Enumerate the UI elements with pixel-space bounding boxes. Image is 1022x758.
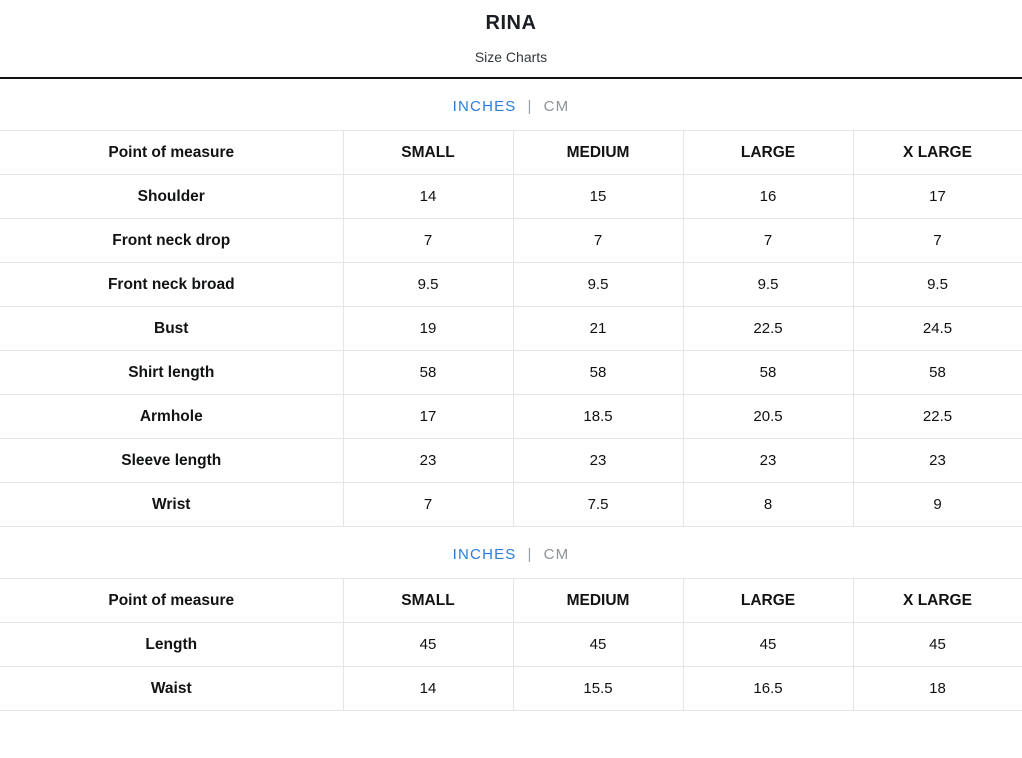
size-table-bottom — [0, 578, 1022, 711]
cell-value: 9.5 — [343, 263, 513, 307]
table-row — [0, 667, 1022, 711]
cell-value: 7 — [343, 483, 513, 527]
column-header-medium: MEDIUM — [513, 131, 683, 175]
table-row — [0, 439, 1022, 483]
cell-value: 9.5 — [513, 263, 683, 307]
table-header-row — [0, 579, 1022, 623]
row-label: Waist — [0, 667, 343, 711]
modal-header — [0, 0, 1022, 77]
column-header-small: SMALL — [343, 131, 513, 175]
unit-cm-button[interactable]: CM — [543, 546, 570, 563]
cell-value: 8 — [683, 483, 853, 527]
table-row — [0, 483, 1022, 527]
column-header-medium: MEDIUM — [513, 579, 683, 623]
row-label: Bust — [0, 307, 343, 351]
row-label: Front neck drop — [0, 219, 343, 263]
cell-value: 20.5 — [683, 395, 853, 439]
table-row — [0, 263, 1022, 307]
row-label: Shoulder — [0, 175, 343, 219]
table-row — [0, 623, 1022, 667]
cell-value: 7 — [513, 219, 683, 263]
row-label: Sleeve length — [0, 439, 343, 483]
column-header-xlarge: X LARGE — [853, 579, 1022, 623]
cell-value: 15 — [513, 175, 683, 219]
cell-value: 18 — [853, 667, 1022, 711]
column-header-large: LARGE — [683, 131, 853, 175]
row-label: Length — [0, 623, 343, 667]
unit-separator: | — [527, 98, 533, 115]
cell-value: 7 — [853, 219, 1022, 263]
cell-value: 24.5 — [853, 307, 1022, 351]
cell-value: 22.5 — [683, 307, 853, 351]
cell-value: 16.5 — [683, 667, 853, 711]
cell-value: 58 — [853, 351, 1022, 395]
cell-value: 23 — [683, 439, 853, 483]
cell-value: 23 — [343, 439, 513, 483]
cell-value: 21 — [513, 307, 683, 351]
table-row — [0, 219, 1022, 263]
table-row — [0, 175, 1022, 219]
cell-value: 7 — [343, 219, 513, 263]
cell-value: 23 — [513, 439, 683, 483]
cell-value: 14 — [343, 667, 513, 711]
column-header-xlarge: X LARGE — [853, 131, 1022, 175]
unit-toggle-1 — [0, 79, 1022, 130]
table-row — [0, 395, 1022, 439]
cell-value: 16 — [683, 175, 853, 219]
column-header-large: LARGE — [683, 579, 853, 623]
cell-value: 22.5 — [853, 395, 1022, 439]
cell-value: 17 — [853, 175, 1022, 219]
unit-inches-button[interactable]: INCHES — [452, 546, 517, 563]
page-subtitle: Size Charts — [474, 49, 548, 65]
cell-value: 45 — [513, 623, 683, 667]
cell-value: 58 — [683, 351, 853, 395]
table-row — [0, 307, 1022, 351]
unit-toggle-2 — [0, 527, 1022, 578]
cell-value: 7 — [683, 219, 853, 263]
cell-value: 18.5 — [513, 395, 683, 439]
column-header-point-of-measure: Point of measure — [0, 579, 343, 623]
cell-value: 17 — [343, 395, 513, 439]
cell-value: 58 — [343, 351, 513, 395]
row-label: Wrist — [0, 483, 343, 527]
unit-separator: | — [527, 546, 533, 563]
page-title: RINA — [485, 12, 537, 34]
cell-value: 9 — [853, 483, 1022, 527]
cell-value: 58 — [513, 351, 683, 395]
column-header-point-of-measure: Point of measure — [0, 131, 343, 175]
table-header-row — [0, 131, 1022, 175]
cell-value: 9.5 — [683, 263, 853, 307]
row-label: Armhole — [0, 395, 343, 439]
unit-cm-button[interactable]: CM — [543, 98, 570, 115]
cell-value: 45 — [853, 623, 1022, 667]
cell-value: 9.5 — [853, 263, 1022, 307]
cell-value: 23 — [853, 439, 1022, 483]
cell-value: 19 — [343, 307, 513, 351]
table-row — [0, 351, 1022, 395]
row-label: Front neck broad — [0, 263, 343, 307]
row-label: Shirt length — [0, 351, 343, 395]
cell-value: 15.5 — [513, 667, 683, 711]
cell-value: 45 — [343, 623, 513, 667]
unit-inches-button[interactable]: INCHES — [452, 98, 517, 115]
column-header-small: SMALL — [343, 579, 513, 623]
cell-value: 7.5 — [513, 483, 683, 527]
cell-value: 45 — [683, 623, 853, 667]
size-table-shirt — [0, 130, 1022, 527]
cell-value: 14 — [343, 175, 513, 219]
